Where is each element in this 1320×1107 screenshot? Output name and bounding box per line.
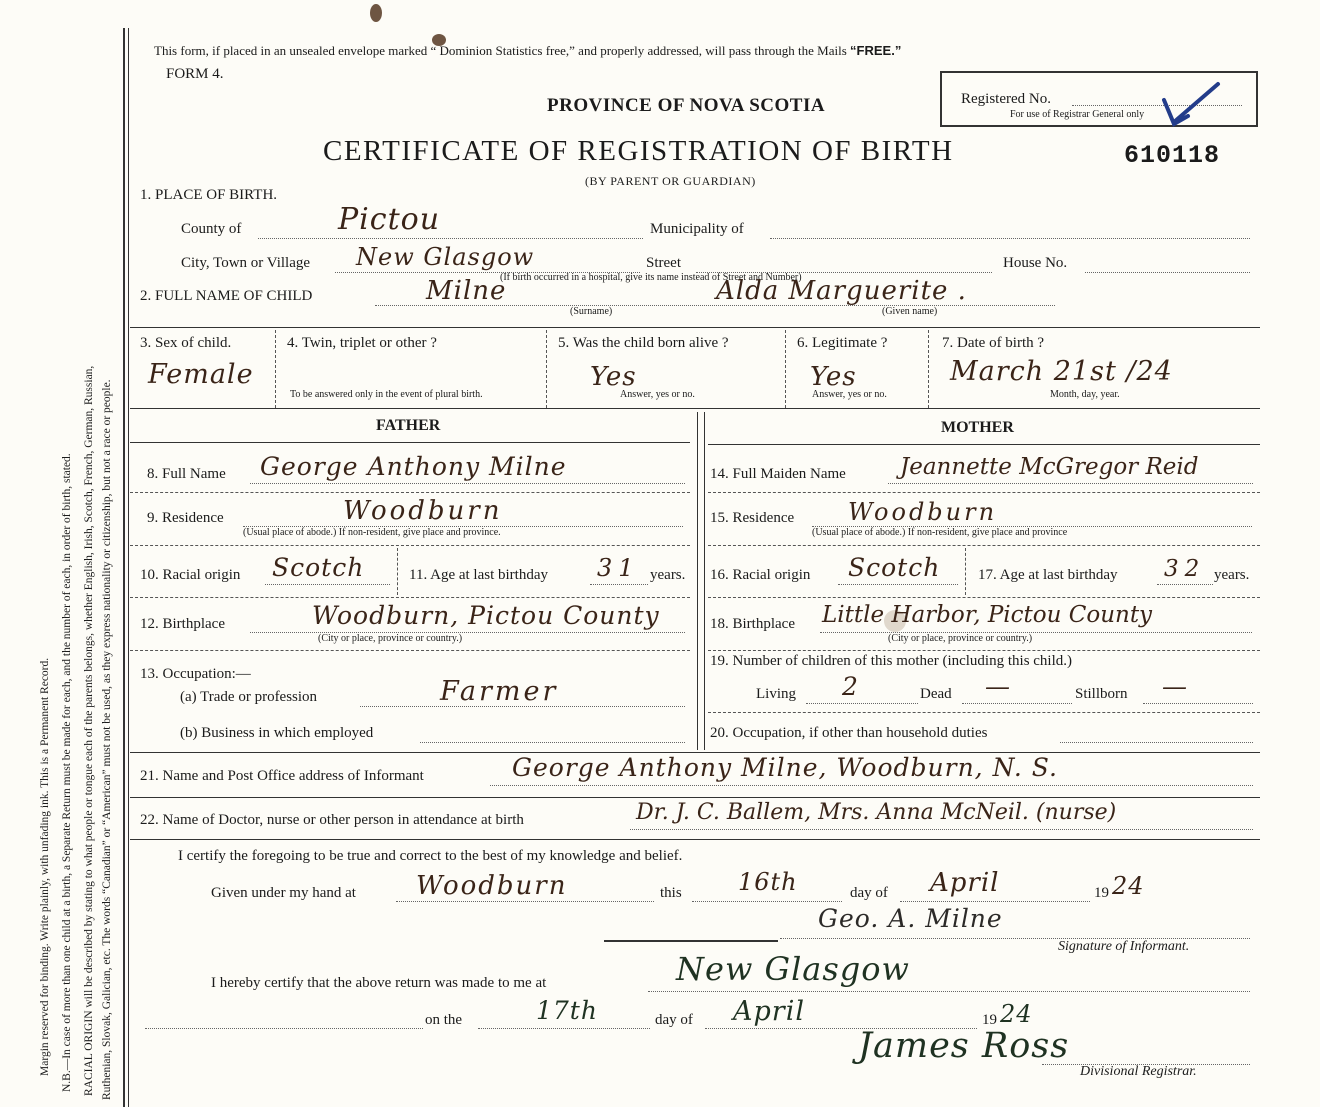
margin-note-racial-origin: RACIAL ORIGIN will be described by stating to what people or tongue each of the parents belongs, whether English, Irish, Scotch, French, German, Russian, xyxy=(83,365,95,1096)
field-divider xyxy=(708,492,1260,493)
field-divider xyxy=(130,492,690,493)
sex-value: Female xyxy=(148,359,254,390)
mother-birthplace-caption: (City or place, province or country.) xyxy=(888,633,1033,644)
form-number: FORM 4. xyxy=(166,66,224,82)
registrar-signature: James Ross xyxy=(858,1026,1070,1066)
field-divider xyxy=(708,597,1260,598)
father-residence-label: 9. Residence xyxy=(147,510,224,526)
father-name-label: 8. Full Name xyxy=(147,466,226,482)
registrar-month-value: April xyxy=(733,996,805,1027)
mail-notice-free: “FREE.” xyxy=(850,43,902,58)
given-year-value: 24 xyxy=(1112,872,1145,900)
parents-divider xyxy=(704,412,705,750)
sex-label: 3. Sex of child. xyxy=(140,335,232,351)
informant-signature-caption: Signature of Informant. xyxy=(1058,939,1190,954)
province-heading: PROVINCE OF NOVA SCOTIA xyxy=(547,95,826,116)
twin-note: To be answered only in the event of plural birth. xyxy=(290,389,483,400)
city-value: New Glasgow xyxy=(356,243,535,271)
date-of-birth-value: March 21st /24 xyxy=(950,356,1173,387)
informant-value: George Anthony Milne, Woodburn, N. S. xyxy=(512,753,1058,782)
stillborn-line xyxy=(1143,703,1253,704)
father-age-label: 11. Age at last birthday xyxy=(409,567,548,583)
mother-name-line xyxy=(888,483,1253,484)
house-number-line xyxy=(1085,272,1250,273)
field-divider xyxy=(708,712,1260,713)
dead-line xyxy=(962,703,1072,704)
given-place-line xyxy=(396,901,654,902)
doctor-line xyxy=(630,829,1253,830)
father-heading: FATHER xyxy=(376,417,441,434)
mother-race-value: Scotch xyxy=(848,553,941,582)
check-mark xyxy=(1160,80,1222,132)
mother-name-value: Jeannette McGregor Reid xyxy=(900,454,1199,480)
mother-residence-caption: (Usual place of abode.) If non-resident, give place and province xyxy=(812,527,1068,538)
mother-race-line xyxy=(838,584,958,585)
twin-label: 4. Twin, triplet or other ? xyxy=(287,335,437,351)
given-day-value: 16th xyxy=(738,868,798,896)
mother-occupation-line xyxy=(1060,742,1253,743)
mother-birthplace-line xyxy=(820,632,1252,633)
column-divider xyxy=(546,330,547,408)
street-label: Street xyxy=(646,255,681,271)
father-trade-label: (a) Trade or profession xyxy=(180,689,318,705)
heading-divider xyxy=(130,442,690,443)
margin-note-binding: Margin reserved for binding. Write plainly, with unfading ink. This is a Permanent Record. xyxy=(39,657,51,1076)
father-business-label: (b) Business in which employed xyxy=(180,725,374,741)
informant-signature: Geo. A. Milne xyxy=(818,904,1003,933)
field-divider xyxy=(130,545,690,546)
living-line xyxy=(806,703,918,704)
parents-divider xyxy=(697,412,698,750)
father-birthplace-label: 12. Birthplace xyxy=(140,616,225,632)
registrar-lead-line xyxy=(145,1028,423,1029)
ink-stain xyxy=(370,4,382,22)
informant-label: 21. Name and Post Office address of Informant xyxy=(140,768,424,784)
margin-note-multiple-births: N.B.—In case of more than one child at a birth, a Separate Return must be made for each, and the number of each, in order of birth, stated. xyxy=(61,453,73,1092)
living-label: Living xyxy=(756,686,796,702)
page-title: CERTIFICATE OF REGISTRATION OF BIRTH xyxy=(323,135,954,167)
father-birthplace-line xyxy=(250,632,685,633)
place-of-birth-heading: 1. PLACE OF BIRTH. xyxy=(140,187,278,203)
given-day-line xyxy=(692,901,842,902)
hospital-note: (If birth occurred in a hospital, give its name instead of Street and Number) xyxy=(500,272,802,283)
page-subtitle: (BY PARENT OR GUARDIAN) xyxy=(585,174,756,188)
city-label: City, Town or Village xyxy=(181,255,311,271)
father-birthplace-caption: (City or place, province or country.) xyxy=(318,633,463,644)
father-years-label: years. xyxy=(650,567,686,583)
father-residence-value: Woodburn xyxy=(343,496,503,526)
county-line xyxy=(258,238,643,239)
municipality-label: Municipality of xyxy=(650,221,744,237)
mother-occupation-label: 20. Occupation, if other than household duties xyxy=(710,725,988,741)
living-value: 2 xyxy=(842,672,859,701)
registrar-statement: I hereby certify that the above return was made to me at xyxy=(211,975,547,991)
mother-age-label: 17. Age at last birthday xyxy=(978,567,1118,583)
column-divider xyxy=(785,330,786,408)
registrar-day-of-label: day of xyxy=(655,1012,693,1028)
father-age-line xyxy=(590,584,648,585)
father-race-line xyxy=(265,584,390,585)
certificate-number: 610118 xyxy=(1124,141,1221,170)
registrar-place-line xyxy=(648,991,1250,992)
registrar-caption: Divisional Registrar. xyxy=(1080,1064,1197,1079)
informant-line xyxy=(490,785,1253,786)
father-age-value: 31 xyxy=(597,554,640,582)
day-of-label: day of xyxy=(850,885,888,901)
father-race-value: Scotch xyxy=(272,553,365,582)
signature-separator xyxy=(604,940,778,942)
registered-no-label: Registered No. xyxy=(961,91,1051,107)
column-divider xyxy=(928,330,929,408)
mother-residence-label: 15. Residence xyxy=(710,510,795,526)
binding-margin-line xyxy=(128,28,129,1107)
child-given-name-value: Alda Marguerite . xyxy=(716,276,967,306)
father-birthplace-value: Woodburn, Pictou County xyxy=(312,601,660,630)
doctor-label: 22. Name of Doctor, nurse or other person in attendance at birth xyxy=(140,812,524,828)
mother-age-line xyxy=(1157,584,1213,585)
mother-birthplace-label: 18. Birthplace xyxy=(710,616,795,632)
heading-divider xyxy=(708,444,1260,445)
given-place-value: Woodburn xyxy=(416,871,568,901)
mother-birthplace-value: Little Harbor, Pictou County xyxy=(822,602,1153,628)
father-occupation-label: 13. Occupation:— xyxy=(140,666,251,682)
municipality-line xyxy=(770,238,1250,239)
father-business-line xyxy=(420,742,685,743)
born-alive-caption: Answer, yes or no. xyxy=(620,389,695,400)
registrar-place-value: New Glasgow xyxy=(676,950,910,988)
field-divider xyxy=(708,650,1260,651)
mother-children-label: 19. Number of children of this mother (including this child.) xyxy=(710,653,1073,669)
date-of-birth-caption: Month, day, year. xyxy=(1050,389,1120,400)
doctor-value: Dr. J. C. Ballem, Mrs. Anna McNeil. (nurse) xyxy=(636,800,1117,825)
row-divider xyxy=(130,797,1260,798)
binding-margin-line xyxy=(123,28,125,1107)
mail-notice-text: This form, if placed in an unsealed envelope marked “ Dominion Statistics free,” and properly addressed, will pass through the Mails xyxy=(154,43,847,58)
registrar-general-note: For use of Registrar General only xyxy=(1010,109,1145,120)
given-under-label: Given under my hand at xyxy=(211,885,356,901)
registrar-year-prefix: 19 xyxy=(982,1012,997,1028)
father-race-label: 10. Racial origin xyxy=(140,567,241,583)
father-trade-value: Farmer xyxy=(440,676,559,707)
stillborn-value: — xyxy=(1162,672,1188,701)
mother-heading: MOTHER xyxy=(941,419,1014,436)
legitimate-label: 6. Legitimate ? xyxy=(797,335,888,351)
born-alive-value: Yes xyxy=(590,362,637,392)
county-label: County of xyxy=(181,221,242,237)
field-divider xyxy=(130,597,690,598)
dead-value: — xyxy=(985,672,1011,701)
mother-age-value: 32 xyxy=(1164,556,1206,582)
father-residence-caption: (Usual place of abode.) If non-resident, give place and province. xyxy=(243,527,501,538)
given-month-line xyxy=(900,901,1090,902)
child-name-label: 2. FULL NAME OF CHILD xyxy=(140,288,313,304)
mail-notice xyxy=(154,43,901,59)
certification-statement: I certify the foregoing to be true and correct to the best of my knowledge and belief. xyxy=(178,848,683,864)
row-divider xyxy=(130,408,1260,409)
field-divider xyxy=(708,545,1260,546)
date-of-birth-label: 7. Date of birth ? xyxy=(942,335,1045,351)
row-divider xyxy=(130,839,1260,840)
mother-name-label: 14. Full Maiden Name xyxy=(710,466,846,482)
field-divider xyxy=(397,548,398,595)
house-number-label: House No. xyxy=(1003,255,1068,271)
given-name-caption: (Given name) xyxy=(882,306,938,317)
county-value: Pictou xyxy=(338,202,441,237)
mother-years-label: years. xyxy=(1214,567,1250,583)
field-divider xyxy=(965,548,966,595)
this-label: this xyxy=(660,885,682,901)
legitimate-value: Yes xyxy=(810,362,857,392)
column-divider xyxy=(275,330,276,408)
margin-note-racial-origin-cont: Ruthenian, Slovak, Galician, etc. The words “Canadian” or “American” must not be used, as they express nationality or citizenship, but not a race or people. xyxy=(101,379,113,1100)
given-month-value: April xyxy=(930,868,1000,898)
surname-caption: (Surname) xyxy=(570,306,613,317)
on-the-label: on the xyxy=(425,1012,463,1028)
born-alive-label: 5. Was the child born alive ? xyxy=(558,335,729,351)
stillborn-label: Stillborn xyxy=(1075,686,1128,702)
mother-race-label: 16. Racial origin xyxy=(710,567,811,583)
father-name-value: George Anthony Milne xyxy=(260,452,567,481)
dead-label: Dead xyxy=(920,686,952,702)
given-year-prefix: 19 xyxy=(1094,885,1109,901)
father-name-line xyxy=(250,483,685,484)
row-divider xyxy=(130,327,1260,328)
child-surname-value: Milne xyxy=(426,276,507,306)
legitimate-caption: Answer, yes or no. xyxy=(812,389,887,400)
field-divider xyxy=(130,650,690,651)
registrar-day-value: 17th xyxy=(536,996,598,1025)
registrar-day-line xyxy=(478,1028,650,1029)
registrar-year-value: 24 xyxy=(1000,1000,1033,1028)
mother-residence-value: Woodburn xyxy=(848,498,998,526)
